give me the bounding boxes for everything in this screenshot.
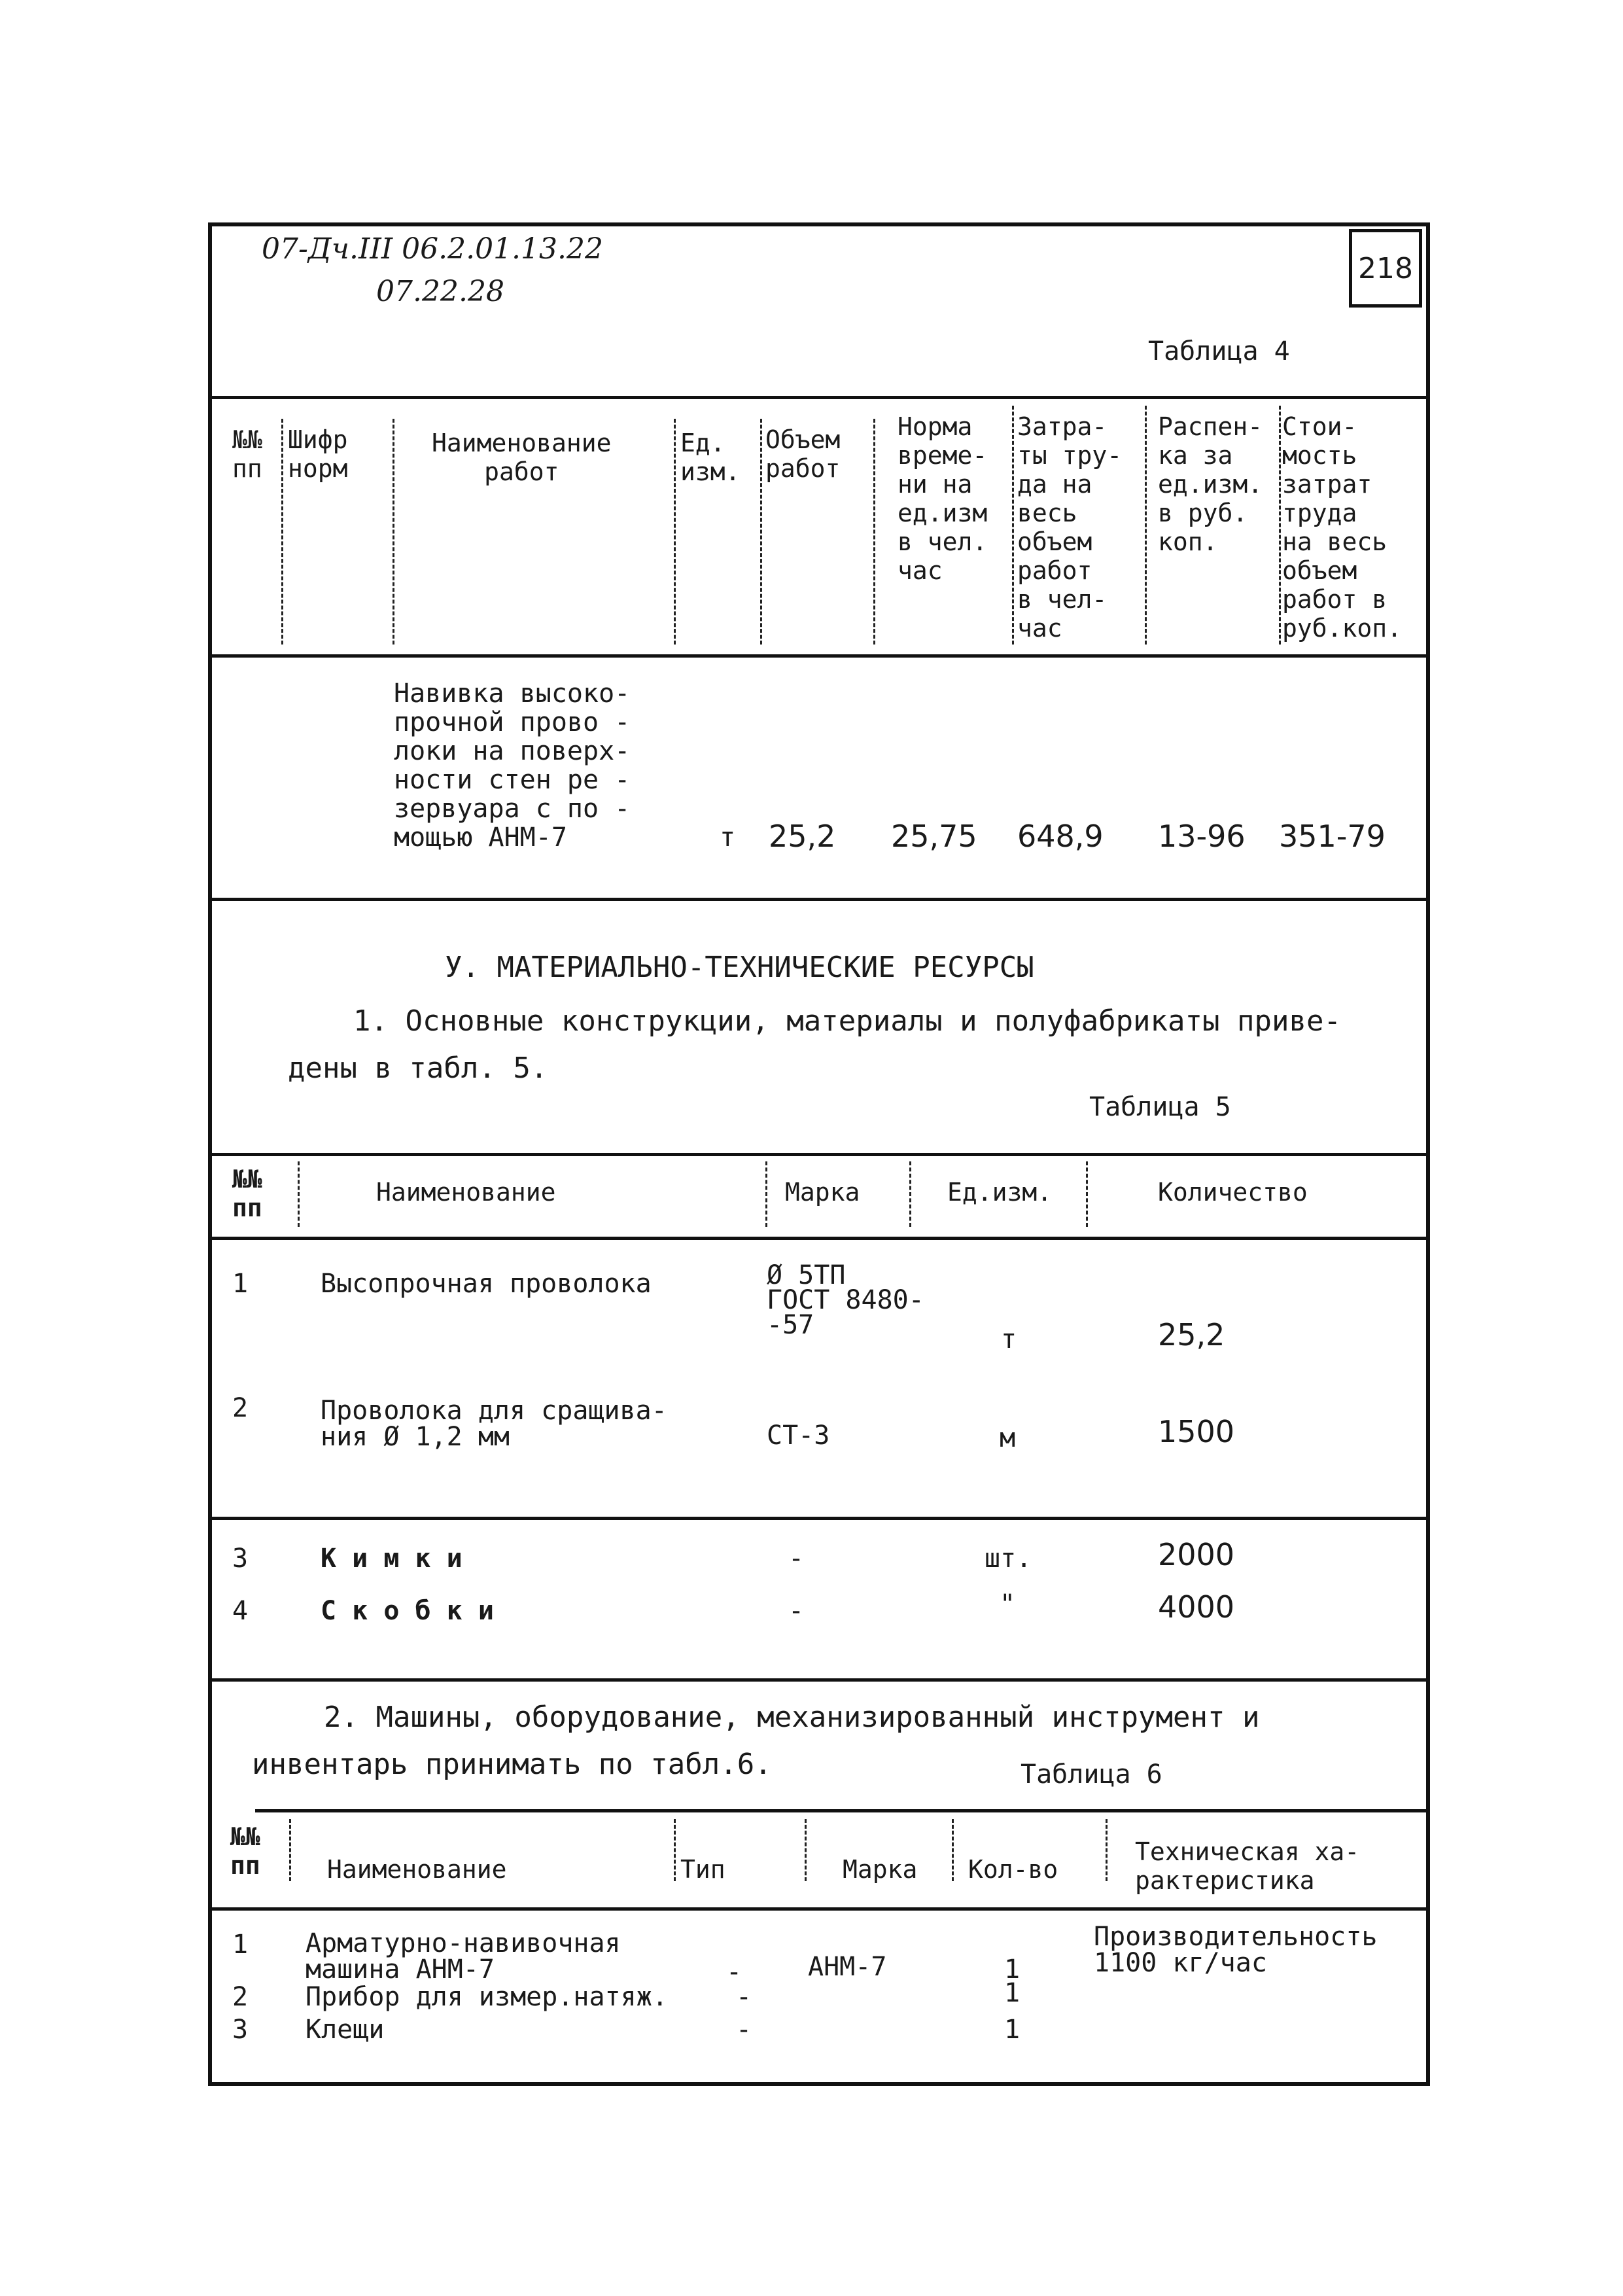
table5-row4-unit: " [1000,1589,1016,1619]
table6-header-type: Тип [680,1855,725,1884]
table5-header-num: №№ пп [232,1165,262,1222]
table5-row3-qty: 2000 [1158,1537,1235,1572]
table6-row1-spec: Производительность 1100 кг/час [1094,1922,1378,1978]
table6-row3-qty: 1 [1004,2015,1021,2045]
table5-row2-mark: СТ-3 [767,1421,830,1451]
table4-row-rate: 13-96 [1158,819,1246,854]
table4-col-divider [873,419,875,645]
section5-paragraph-line1: 1. Основные конструкции, материалы и полуфабрикаты приве- [353,1004,1341,1038]
table6-col-divider [805,1819,807,1881]
table5-header-qty: Количество [1158,1178,1308,1207]
table5-bottom-rule [208,1678,1430,1682]
table4-col-divider [1012,406,1014,645]
table6-row2-name: Прибор для измер.натяж. [305,1982,668,2012]
table5-row1-name: Высопрочная проволока [321,1269,652,1299]
table6-caption: Таблица 6 [1021,1759,1162,1790]
table5-row1-unit: т [1001,1324,1017,1354]
table6-row3-name: Клещи [305,2015,385,2045]
table6-col-divider [1106,1819,1108,1881]
table5-row3-num: 3 [232,1544,249,1574]
table5-col-divider [298,1161,300,1227]
table5-row4-mark: - [788,1596,805,1626]
table4-row-norm: 25,75 [891,819,977,854]
table6-row2-num: 2 [232,1982,249,2012]
table4-header-rule [208,654,1430,658]
table5-row3-name: К и м к и [321,1544,462,1574]
section-title: У. МАТЕРИАЛЬНО-ТЕХНИЧЕСКИЕ РЕСУРСЫ [445,951,1034,984]
table4-row-unit: т [720,822,736,853]
table6-row1-mark: АНМ-7 [808,1952,887,1982]
table6-row1-num: 1 [232,1930,249,1960]
table5-col-divider [1086,1161,1088,1227]
table4-col-divider [760,419,762,645]
table5-row2-num: 2 [232,1393,249,1423]
table5-row1-qty: 25,2 [1158,1317,1225,1352]
table5-top-rule [208,1153,1430,1156]
table4-col-divider [281,419,283,645]
table6-header-name: Наименование [327,1855,507,1884]
table4-header-rate: Распен- ка за ед.изм. в руб. коп. [1158,412,1263,556]
table4-header-labor: Затра- ты тру- да на весь объем работ в чел- час [1017,412,1123,643]
table5-row3-mark: - [788,1544,805,1574]
page-number: 218 [1349,229,1422,308]
table4-header-norm: Норма време- ни на ед.изм в чел. час [898,412,988,585]
table4-header-volume: Объем работ [765,425,841,483]
table4-row-labor: 648,9 [1017,819,1104,854]
table5-row3-unit: шт. [985,1544,1032,1574]
table6-row1-name: Арматурно-навивочная машина АНМ-7 [305,1928,621,1985]
table6-col-divider [289,1819,291,1881]
table6-top-rule [255,1809,1430,1812]
table4-row-name: Навивка высоко- прочной прово - локи на поверх- ности стен ре - зервуара с по - мощью АНМ-7 [394,679,631,853]
table4-bottom-rule [208,898,1430,901]
table6-col-divider [952,1819,954,1881]
table4-header-unit: Ед. изм. [680,429,741,486]
table6-header-spec: Техническая ха- рактеристика [1135,1837,1360,1895]
table6-row1-type: - [726,1957,742,1987]
table6-row2-qty: 1 [1004,1978,1021,2008]
table6-header-num: №№ пп [230,1822,260,1880]
table5-row4-qty: 4000 [1158,1589,1235,1625]
table4-row-volume: 25,2 [769,819,836,854]
table4-col-divider [674,419,676,645]
table4-header-cost: Стои- мость затрат труда на весь объем работ в руб.коп. [1282,412,1403,643]
table6-row1-qty: 1 [1004,1954,1021,1985]
table5-row1-mark: Ø 5ТП ГОСТ 8480- -57 [767,1260,924,1340]
table5-mid-rule [208,1517,1430,1520]
section6-paragraph-line2: инвентарь принимать по табл.6. [252,1748,772,1781]
table5-col-divider [765,1161,767,1227]
table5-row4-name: С к о б к и [321,1596,494,1626]
table6-col-divider [674,1819,676,1881]
table4-row-cost: 351-79 [1279,819,1386,854]
table4-caption: Таблица 4 [1148,336,1290,366]
table6-row3-num: 3 [232,2015,249,2045]
table4-header-code: Шифр норм [288,425,348,483]
table5-row1-num: 1 [232,1269,249,1299]
table4-col-divider [393,419,394,645]
table5-row4-num: 4 [232,1596,249,1626]
table6-row3-type: - [736,2015,752,2045]
table6-header-mark: Марка [843,1855,918,1884]
table6-header-rule [208,1907,1430,1911]
handwritten-code-line2: 07.22.28 [376,275,504,308]
table4-top-rule [208,396,1430,399]
section6-paragraph-line1: 2. Машины, оборудование, механизированный инструмент и [324,1701,1260,1734]
section5-paragraph-line2: дены в табл. 5. [288,1051,548,1085]
table5-header-unit: Ед.изм. [947,1178,1053,1207]
table5-col-divider [909,1161,911,1227]
table6-header-qty: Кол-во [968,1855,1058,1884]
table5-row2-unit: м [1000,1423,1016,1453]
table5-row2-name: Проволока для сращива- ния Ø 1,2 мм [321,1396,667,1452]
table4-col-divider [1279,406,1281,645]
table4-header-num: №№ пп [232,425,262,483]
table5-caption: Таблица 5 [1089,1092,1231,1122]
handwritten-code-line1: 07-Дч.III 06.2.01.13.22 [262,232,604,266]
table4-col-divider [1145,406,1147,645]
table5-header-mark: Марка [785,1178,860,1207]
table5-header-name: Наименование [376,1178,556,1207]
table5-header-rule [208,1237,1430,1240]
table5-row2-qty: 1500 [1158,1414,1235,1449]
table6-row2-type: - [736,1982,752,2012]
table4-header-name: Наименование работ [432,429,612,486]
